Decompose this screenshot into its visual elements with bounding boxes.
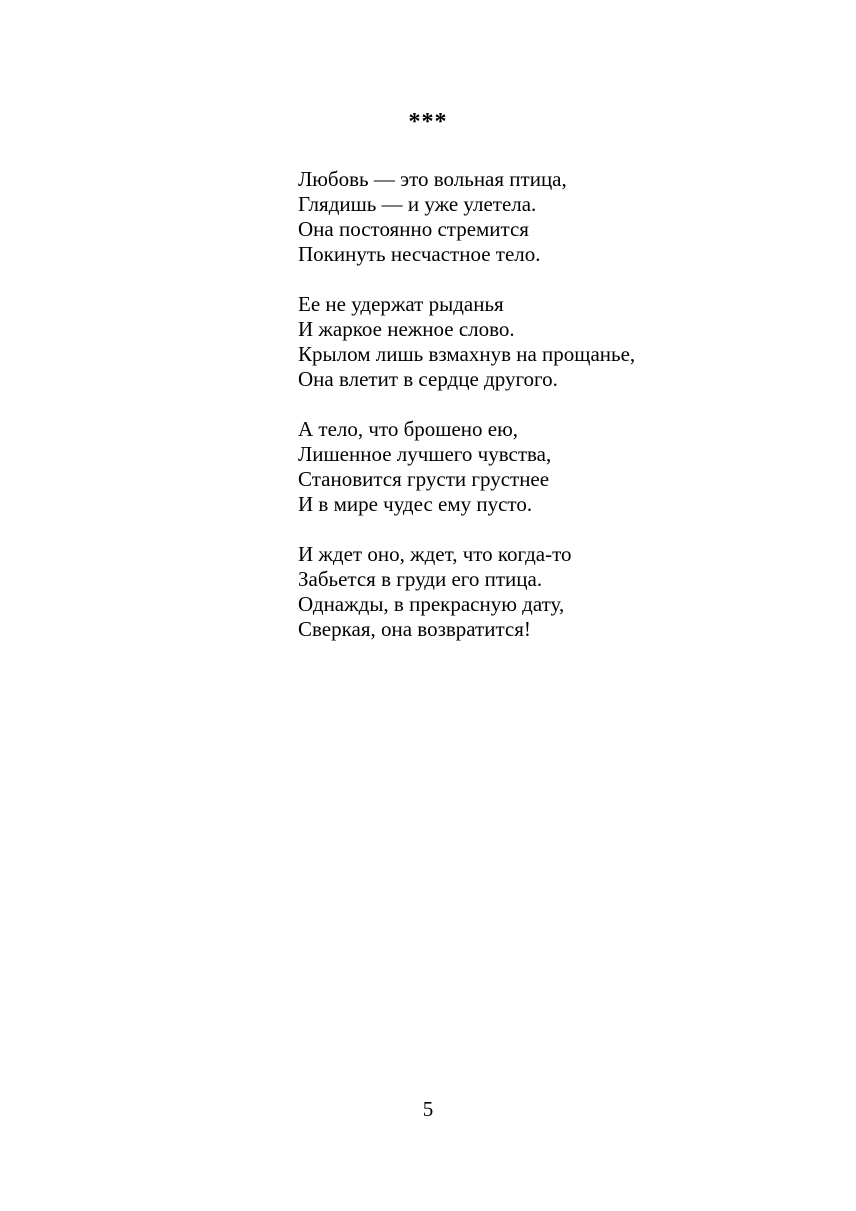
poem-line: Сверкая, она возвратится!	[298, 617, 531, 641]
page-number: 5	[422, 1097, 434, 1121]
poem-line: И жаркое нежное слово.	[298, 317, 515, 341]
stanza-2	[298, 292, 778, 392]
poem-line: Забьется в груди его птица.	[298, 567, 543, 591]
poem-line: Она влетит в сердце другого.	[298, 367, 558, 391]
stanza-1	[298, 167, 778, 267]
poem-body	[298, 167, 778, 667]
poem-line: Любовь — это вольная птица,	[298, 167, 567, 191]
poem-line: Глядишь — и уже улетела.	[298, 192, 537, 216]
poem-line: Покинуть несчастное тело.	[298, 242, 541, 266]
poem-line: А тело, что брошено ею,	[298, 417, 519, 441]
poem-line: Лишенное лучшего чувства,	[298, 442, 552, 466]
stanza-4	[298, 542, 778, 642]
poem-line: Становится грусти грустнее	[298, 467, 550, 491]
poem-line: И в мире чудес ему пусто.	[298, 492, 533, 516]
poem-line: Она постоянно стремится	[298, 217, 529, 241]
poem-line: Крылом лишь взмахнув на прощанье,	[298, 342, 636, 366]
poem-line: И ждет оно, ждет, что когда-то	[298, 542, 572, 566]
stanza-3	[298, 417, 778, 517]
poem-line: Однажды, в прекрасную дату,	[298, 592, 565, 616]
poem-heading: ***	[408, 109, 448, 135]
poem-line: Ее не удержат рыданья	[298, 292, 504, 316]
